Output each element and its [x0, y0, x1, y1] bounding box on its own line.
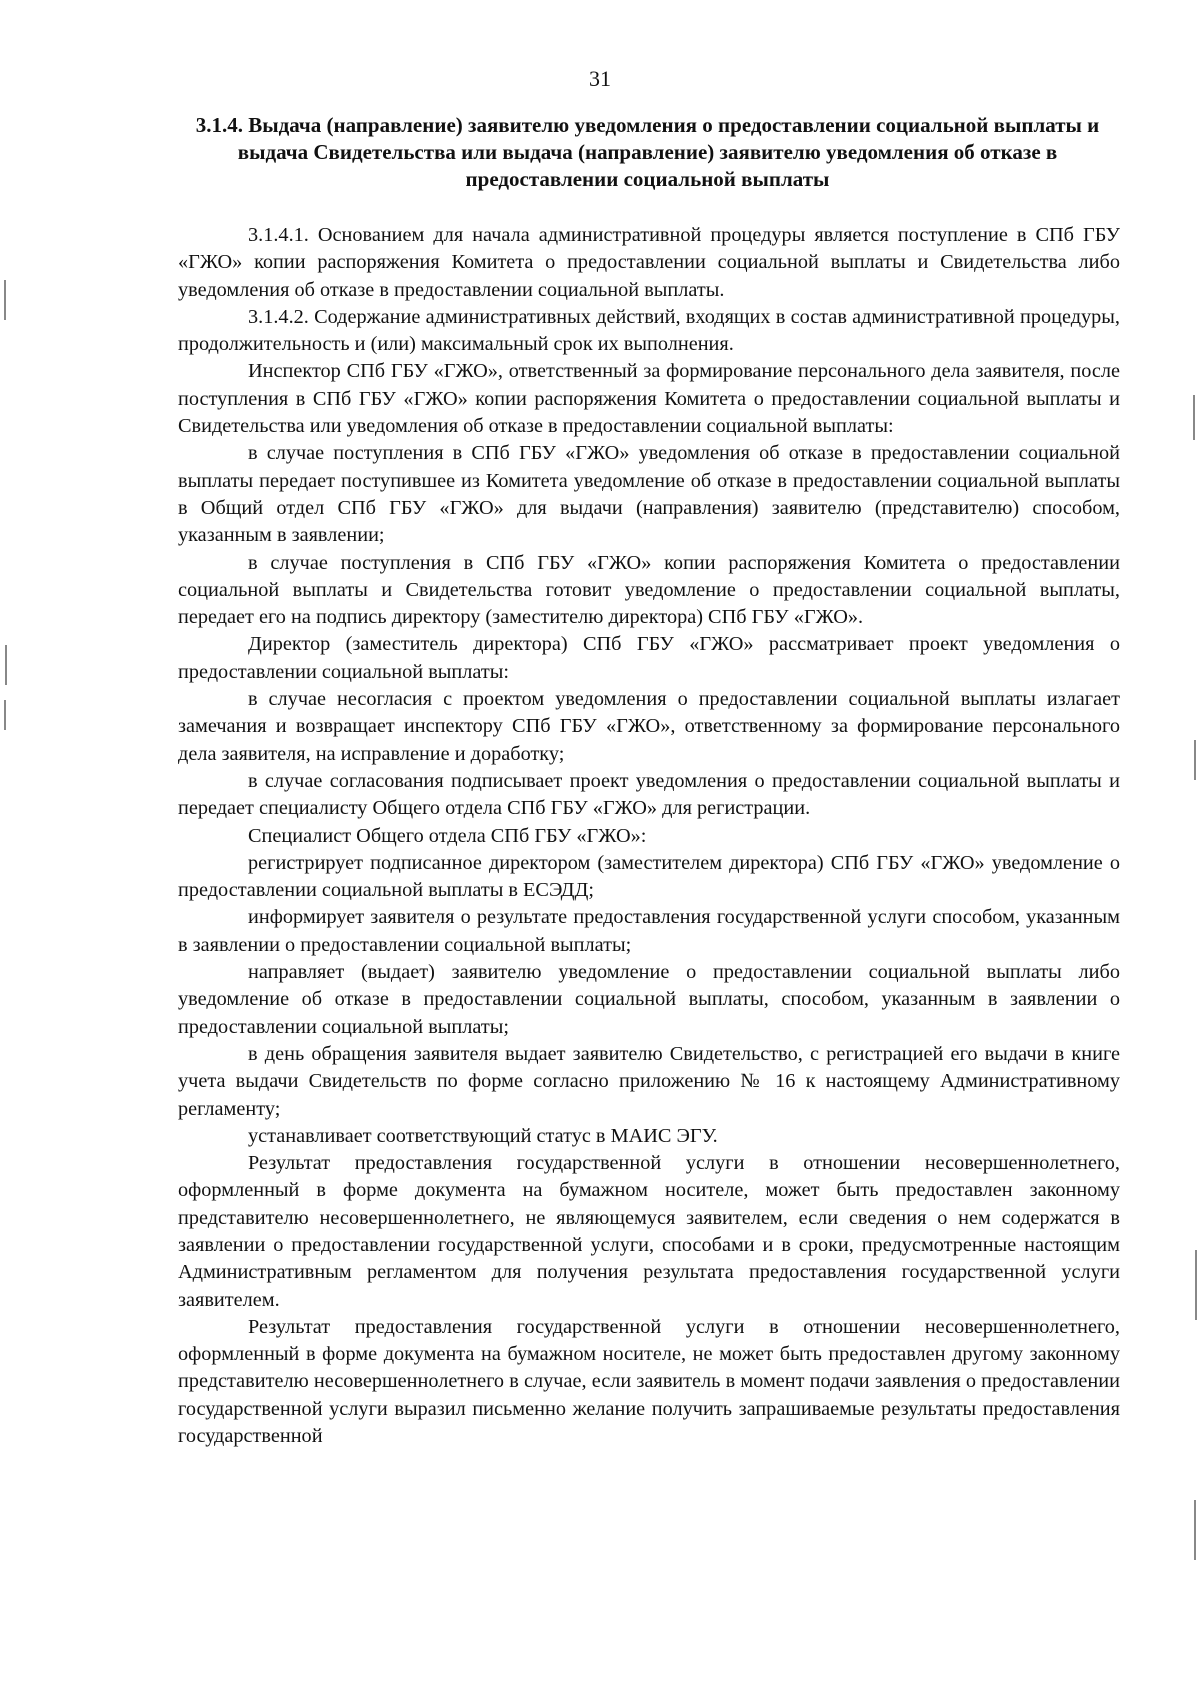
paragraph: регистрирует подписанное директором (заместителем директора) СПб ГБУ «ГЖО» уведомление о предоставлении социальной выплаты в ЕСЭДД;	[178, 851, 1120, 902]
paragraph: Инспектор СПб ГБУ «ГЖО», ответственный за формирование персонального дела заявителя, после поступления в СПб ГБУ «ГЖО» копии распоряжения Комитета о предоставлении социальной выплаты и Свидетельства или уведомления об отказе в предоставлении социальной выплаты:	[178, 360, 1120, 438]
scan-artifact	[1194, 1500, 1196, 1560]
scan-artifact	[5, 645, 7, 685]
scan-artifact	[1194, 740, 1196, 780]
document-body	[178, 222, 1120, 1450]
section-heading: 3.1.4. Выдача (направление) заявителю уведомления о предоставлении социальной выплаты и выдача Свидетельства или выдача (направление) заявителю уведомления об отказе в предоставлении социальной выплаты	[195, 113, 1100, 191]
paragraph: Результат предоставления государственной услуги в отношении несовершеннолетнего, оформленный в форме документа на бумажном носителе, может быть предоставлен законному представителю несовершеннолетнего, не являющемуся заявителем, если сведения о нем содержатся в заявлении о предоставлении государственной услуги, способами и в сроки, предусмотренные настоящим Административным регламентом для получения результата предоставления государственной услуги заявителем.	[178, 1152, 1120, 1311]
paragraph: Специалист Общего отдела СПб ГБУ «ГЖО»:	[248, 824, 647, 847]
paragraph: Директор (заместитель директора) СПб ГБУ «ГЖО» рассматривает проект уведомления о предоставлении социальной выплаты:	[178, 633, 1120, 683]
paragraph: Результат предоставления государственной услуги в отношении несовершеннолетнего, оформленный в форме документа на бумажном носителе, не может быть предоставлен другому законному представителю несовершеннолетнего в случае, если заявитель в момент подачи заявления о предоставлении государственной услуги выразил письменно желание получить запрашиваемые результаты предоставления государственной	[178, 1315, 1120, 1448]
paragraph: направляет (выдает) заявителю уведомление о предоставлении социальной выплаты либо уведомление об отказе в предоставлении социальной выплаты, способом, указанным в заявлении о предоставлении социальной выплаты;	[178, 961, 1120, 1038]
paragraph: в случае несогласия с проектом уведомления о предоставлении социальной выплаты излагает замечания и возвращает инспектору СПб ГБУ «ГЖО», ответственному за формирование персонального дела заявителя, на исправление и доработку;	[178, 688, 1120, 765]
paragraph: в случае поступления в СПб ГБУ «ГЖО» уведомления об отказе в предоставлении социальной выплаты передает поступившее из Комитета уведомление об отказе в предоставлении социальной выплаты в Общий отдел СПб ГБУ «ГЖО» для выдачи (направления) заявителю (представителю) способом, указанным в заявлении;	[178, 442, 1120, 547]
scan-artifact	[4, 280, 6, 320]
paragraph: в случае согласования подписывает проект уведомления о предоставлении социальной выплаты и передает специалисту Общего отдела СПб ГБУ «ГЖО» для регистрации.	[178, 769, 1120, 820]
paragraph: 3.1.4.2. Содержание административных действий, входящих в состав административной процедуры, продолжительность и (или) максимальный срок их выполнения.	[178, 305, 1120, 356]
paragraph: в день обращения заявителя выдает заявителю Свидетельство, с регистрацией его выдачи в книге учета выдачи Свидетельств по форме согласно приложению № 16 к настоящему Административному регламенту;	[178, 1042, 1120, 1120]
paragraph: информирует заявителя о результате предоставления государственной услуги способом, указанным в заявлении о предоставлении социальной выплаты;	[178, 906, 1120, 956]
page-number: 31	[589, 66, 611, 91]
paragraph: 3.1.4.1. Основанием для начала административной процедуры является поступление в СПб ГБУ «ГЖО» копии распоряжения Комитета о предоставлении социальной выплаты и Свидетельства либо уведомления об отказе в предоставлении социальной выплаты.	[178, 224, 1120, 301]
scan-artifact	[1195, 1250, 1197, 1320]
paragraph: устанавливает соответствующий статус в МАИС ЭГУ.	[248, 1124, 718, 1147]
scan-artifact	[4, 700, 6, 730]
paragraph: в случае поступления в СПб ГБУ «ГЖО» копии распоряжения Комитета о предоставлении социальной выплаты и Свидетельства готовит уведомление о предоставлении социальной выплаты, передает его на подпись директору (заместителю директора) СПб ГБУ «ГЖО».	[178, 551, 1120, 629]
scan-artifact	[1193, 395, 1195, 440]
